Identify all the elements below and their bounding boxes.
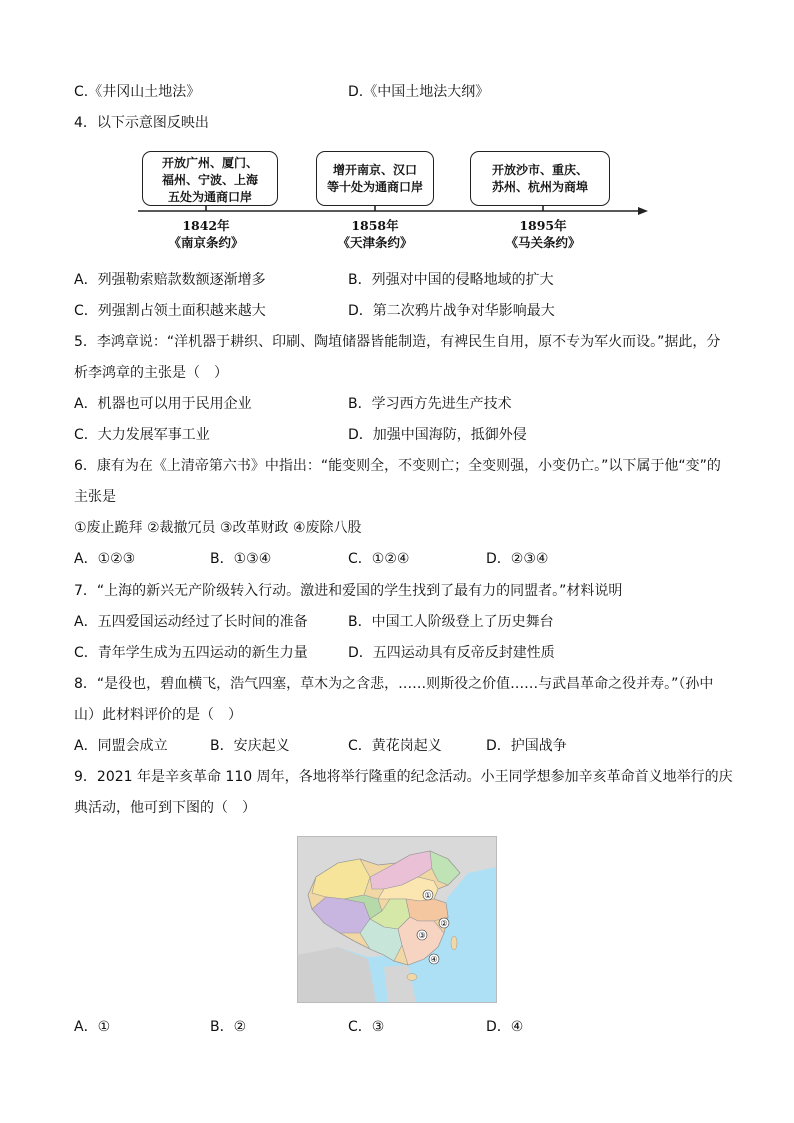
map-marker-4: ④: [430, 955, 438, 964]
q8-option-b: B．安庆起义: [210, 738, 290, 754]
timeline-year-1858: 1858年: [351, 218, 399, 233]
q8-option-d: D．护国战争: [486, 738, 567, 754]
box-1842-line1: 开放广州、厦门、: [161, 156, 258, 170]
q7-option-a: A．五四爱国运动经过了长时间的准备: [74, 614, 308, 630]
q9-stem-line2: 典活动，他可到下图的（ ）: [74, 800, 256, 816]
q6-option-c: C．①②④: [348, 551, 410, 567]
q7-option-b: B．中国工人阶级登上了历史舞台: [348, 614, 554, 630]
box-1858-line1: 增开南京、汉口: [332, 163, 417, 177]
china-map: [297, 836, 497, 1003]
q6-items: ①废止跪拜 ②裁撤冗员 ③改革财政 ④废除八股: [74, 520, 362, 536]
q8-option-c: C．黄花岗起义: [348, 738, 442, 754]
q3-option-c: C.《井冈山土地法》: [74, 84, 201, 100]
q5-option-a: A．机器也可以用于民用企业: [74, 396, 252, 412]
timeline-box-1842: [142, 151, 278, 206]
q7-option-c: C．青年学生成为五四运动的新生力量: [74, 645, 308, 661]
q3-option-d: D.《中国土地法大纲》: [348, 84, 490, 100]
q4-stem: 4．以下示意图反映出: [74, 115, 209, 131]
q5-stem-line2: 析李鸿章的主张是（ ）: [74, 365, 228, 381]
q9-option-d: D．④: [486, 1019, 524, 1035]
map-marker-2: ②: [440, 919, 448, 928]
q5-stem-line1: 5．李鸿章说：“洋机器于耕织、印刷、陶埴储器皆能制造，有裨民生自用，原不专为军火而设。”据此，分: [74, 334, 721, 350]
treaty-timeline: [138, 148, 650, 252]
q7-option-d: D．五四运动具有反帝反封建性质: [348, 645, 555, 661]
q4-option-b: B．列强对中国的侵略地域的扩大: [348, 272, 554, 288]
q8-stem-line1: 8．“是役也，碧血横飞，浩气四塞，草木为之含悲，……则斯役之价值……与武昌革命之役并寿。”（孙中: [74, 676, 714, 692]
q6-stem-line1: 6．康有为在《上清帝第六书》中指出：“能变则全，不变则亡；全变则强，小变仍亡。”以下属于他“变”的: [74, 458, 721, 474]
box-1842-line2: 福州、宁波、上海: [161, 173, 258, 187]
q6-option-b: B．①③④: [210, 551, 272, 567]
map-marker-3: ③: [418, 931, 426, 940]
box-1895-line1: 开放沙市、重庆、: [491, 163, 588, 177]
q9-stem-line1: 9．2021 年是辛亥革命 110 周年，各地将举行隆重的纪念活动。小王同学想参加辛亥革命首义地举行的庆: [74, 769, 733, 785]
timeline-treaty-1842: 《南京条约》: [168, 235, 244, 250]
q9-option-a: A．①: [74, 1019, 111, 1035]
timeline-year-1895: 1895年: [519, 218, 567, 233]
q4-option-a: A．列强勒索赔款数额逐渐增多: [74, 272, 266, 288]
timeline-treaty-1895: 《马关条约》: [505, 235, 581, 250]
q8-stem-line2: 山）此材料评价的是（ ）: [74, 707, 242, 723]
box-1842-line3: 五处为通商口岸: [167, 190, 252, 204]
q5-option-c: C．大力发展军事工业: [74, 427, 210, 443]
timeline-treaty-1858: 《天津条约》: [337, 235, 413, 250]
china-map-image: [298, 837, 496, 1002]
timeline-year-1842: 1842年: [182, 218, 230, 233]
q6-option-a: A．①②③: [74, 551, 136, 567]
q4-option-c: C．列强割占领土面积越来越大: [74, 303, 266, 319]
map-marker-1: ①: [424, 891, 432, 900]
q5-option-b: B．学习西方先进生产技术: [348, 396, 512, 412]
q8-option-a: A．同盟会成立: [74, 738, 168, 754]
box-1858-line2: 等十处为通商口岸: [326, 180, 423, 194]
q9-option-b: B．②: [210, 1019, 247, 1035]
q5-option-d: D．加强中国海防，抵御外侵: [348, 427, 527, 443]
q6-option-d: D．②③④: [486, 551, 549, 567]
timeline-box-1858: [316, 151, 434, 206]
q6-stem-line2: 主张是: [74, 489, 116, 505]
q9-option-c: C．③: [348, 1019, 385, 1035]
q4-option-d: D．第二次鸦片战争对华影响最大: [348, 303, 555, 319]
timeline-box-1895: [470, 151, 610, 206]
box-1895-line2: 苏州、杭州为商埠: [491, 180, 588, 194]
q7-stem: 7．“上海的新兴无产阶级转入行动。激进和爱国的学生找到了最有力的同盟者。”材料说明: [74, 583, 623, 599]
